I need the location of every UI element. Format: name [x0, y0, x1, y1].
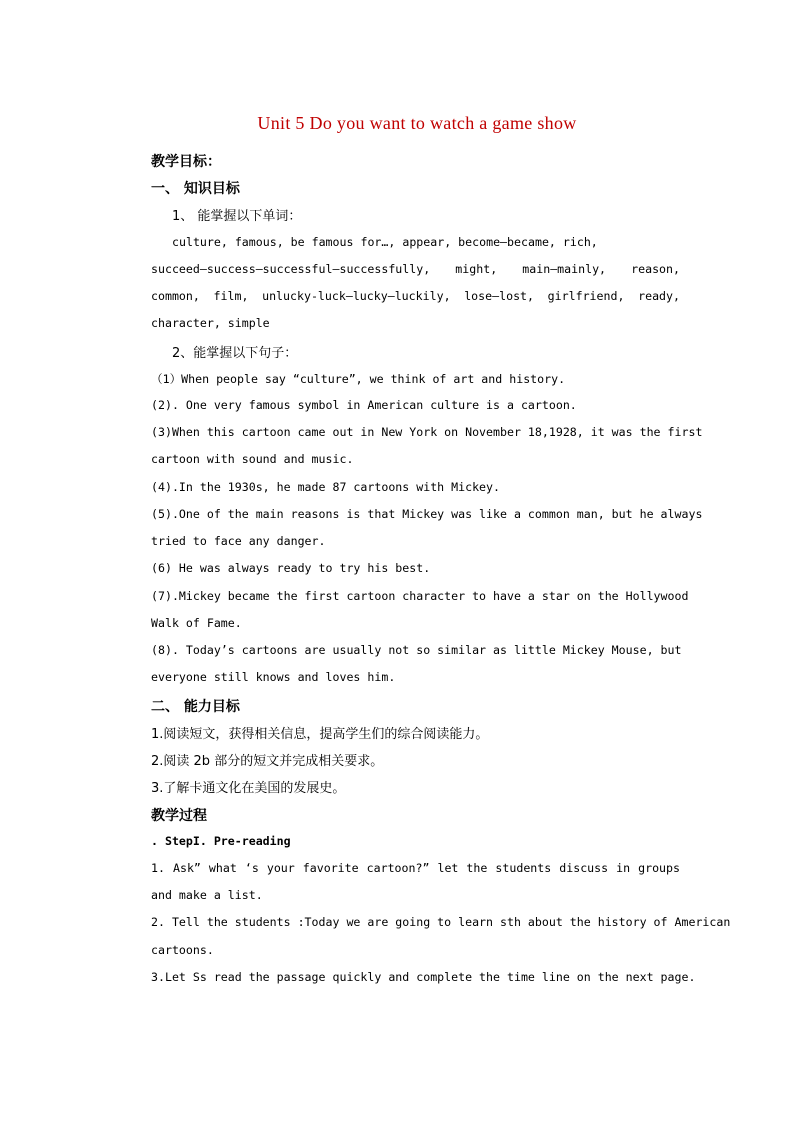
step1-line: 1. Ask” what ‘s your favorite cartoon?” let the students discuss in groups [151, 861, 680, 875]
sentence-line: everyone still knows and loves him. [151, 670, 396, 684]
sentence-line: （1）When people say “culture”, we think of art and history. [151, 372, 566, 386]
ability-goal-line: 1.阅读短文，获得相关信息，提高学生们的综合阅读能力。 [151, 727, 489, 742]
ability-goal-line: 2.阅读 2b 部分的短文并完成相关要求。 [151, 754, 384, 769]
sentence-line: (8). Today’s cartoons are usually not so similar as little Mickey Mouse, but [151, 643, 682, 657]
sentence-line: (4).In the 1930s, he made 87 cartoons with Mickey. [151, 480, 501, 494]
document-title: Unit 5 Do you want to watch a game show [257, 113, 577, 133]
sentence-item-label: 2、能掌握以下句子： [172, 346, 298, 361]
knowledge-goals-heading: 一、 知识目标 [151, 181, 240, 197]
step1-line: 3.Let Ss read the passage quickly and complete the time line on the next page. [151, 970, 696, 984]
vocab-line: common, film, unlucky-luck—lucky—luckily, lose—lost, girlfriend, ready, [151, 289, 680, 303]
vocab-line: culture, famous, be famous for…, appear, become—became, rich, [172, 235, 598, 249]
vocab-line: character, simple [151, 316, 270, 330]
vocab-item-label: 1、 能掌握以下单词： [172, 209, 302, 224]
sentence-line: (7).Mickey became the first cartoon character to have a star on the Hollywood [151, 589, 689, 603]
sentence-line: (3)When this cartoon came out in New York on November 18,1928, it was the first [151, 425, 703, 439]
teaching-process-heading: 教学过程 [151, 808, 207, 824]
sentence-line: Walk of Fame. [151, 616, 242, 630]
sentence-line: (6) He was always ready to try his best. [151, 561, 431, 575]
ability-goal-line: 3.了解卡通文化在美国的发展史。 [151, 781, 346, 796]
sentence-line: (5).One of the main reasons is that Mickey was like a common man, but he always [151, 507, 703, 521]
sentence-line: cartoon with sound and music. [151, 452, 354, 466]
teaching-goals-heading: 教学目标： [151, 154, 221, 170]
sentence-line: tried to face any danger. [151, 534, 326, 548]
sentence-line: (2). One very famous symbol in American culture is a cartoon. [151, 398, 577, 412]
ability-goals-heading: 二、 能力目标 [151, 699, 240, 715]
vocab-line: succeed—success—successful—successfully, might, main—mainly, reason, [151, 262, 680, 276]
step1-line: and make a list. [151, 888, 263, 902]
step1-line: cartoons. [151, 943, 214, 957]
step1-line: 2. Tell the students :Today we are going to learn sth about the history of American [151, 915, 731, 929]
step1-heading: . StepI. Pre-reading [151, 834, 291, 848]
